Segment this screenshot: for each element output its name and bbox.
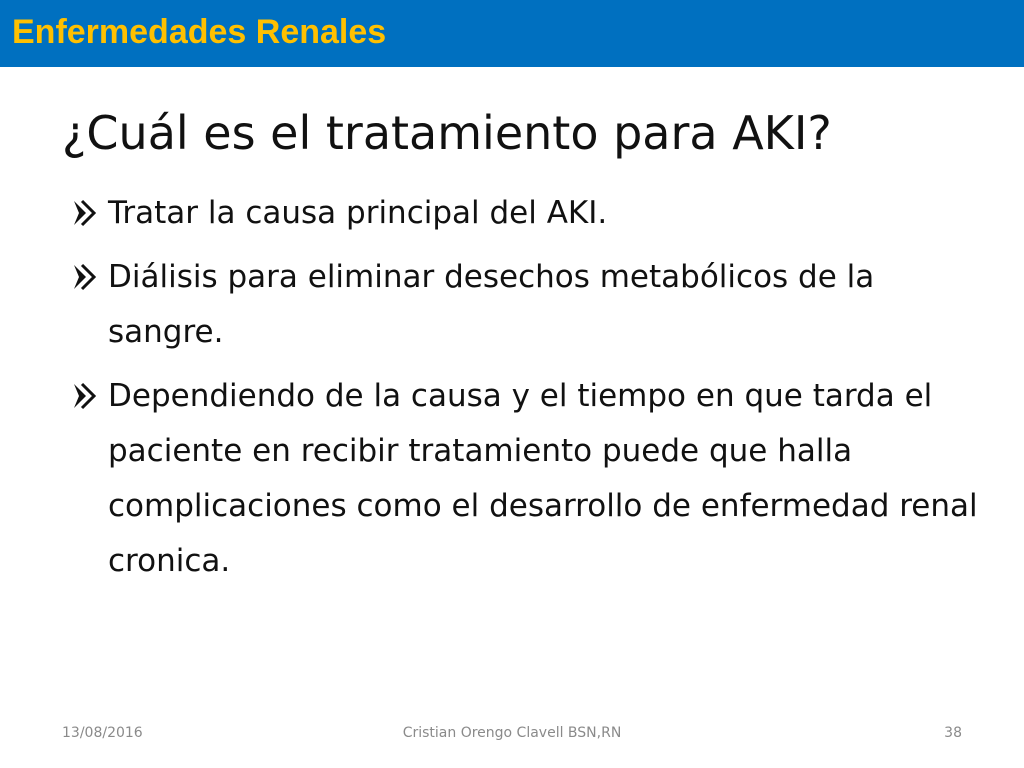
header-bar <box>0 0 1024 67</box>
slide-title: ¿Cuál es el tratamiento para AKI? <box>62 106 832 160</box>
page-number: 38 <box>944 725 962 741</box>
bullet-text: Diálisis para eliminar desechos metabólicos de la sangre. <box>108 259 875 350</box>
bullet-item <box>72 369 992 589</box>
footer-date: 13/08/2016 <box>62 725 143 741</box>
bullet-list <box>72 186 992 598</box>
header-title: Enfermedades Renales <box>12 13 387 51</box>
arrow-checkmark-icon <box>72 380 104 412</box>
bullet-text: Dependiendo de la causa y el tiempo en que tarda el paciente en recibir tratamiento puede que halla complicaciones como el desarrollo de enfermedad renal cronica. <box>108 378 978 579</box>
bullet-item <box>72 250 992 360</box>
footer-author: Cristian Orengo Clavell BSN,RN <box>402 725 622 741</box>
bullet-text: Tratar la causa principal del AKI. <box>108 195 608 231</box>
arrow-checkmark-icon <box>72 197 104 229</box>
arrow-checkmark-icon <box>72 261 104 293</box>
bullet-item <box>72 186 992 241</box>
